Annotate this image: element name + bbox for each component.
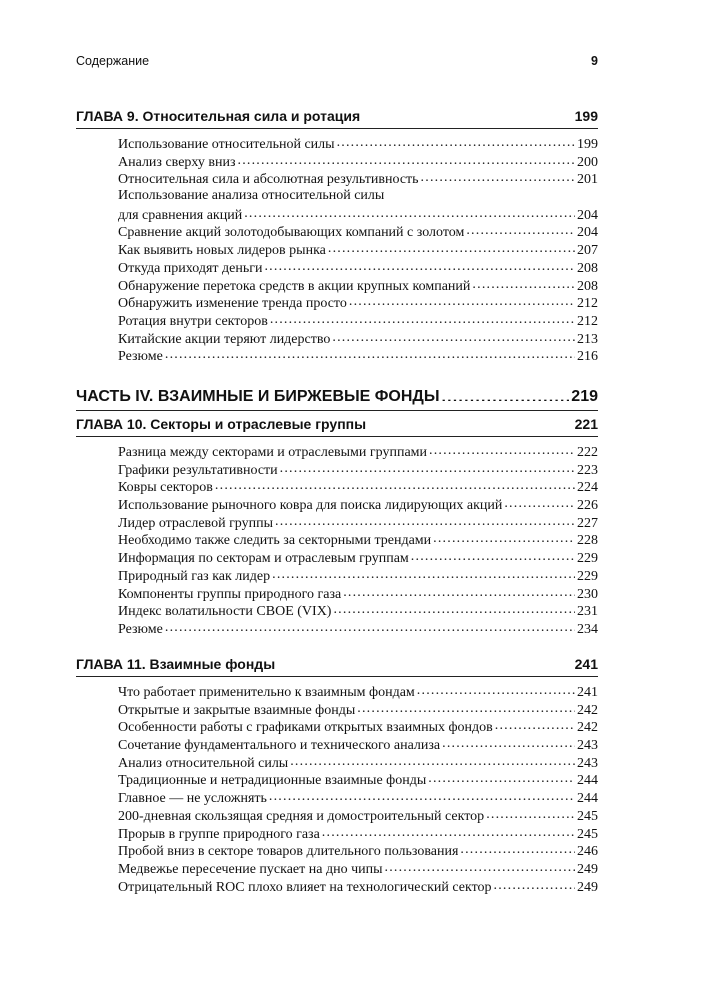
dot-leader [464,222,575,236]
entry-page: 243 [577,755,598,771]
entry-page: 249 [577,879,598,895]
entry-label: Компоненты группы природного газа [118,586,342,602]
toc-entry[interactable] [76,495,598,513]
dot-leader [484,806,575,820]
toc-entry[interactable] [76,770,598,788]
entry-label: Сочетание фундаментального и технического анализа [118,738,441,753]
toc-entry[interactable] [76,240,598,258]
dot-leader [341,584,575,598]
toc-entry[interactable] [76,460,598,478]
entry-page: 234 [577,621,598,637]
dot-leader [278,460,575,474]
dot-leader [270,566,575,580]
toc-entry[interactable] [76,601,598,619]
toc-entry[interactable] [76,530,598,548]
entry-page: 212 [577,313,598,329]
entry-label-line1: Использование анализа относительной силы [118,188,385,204]
dot-leader [347,293,575,307]
entry-label: Природный газ как лидер [118,568,271,584]
chapter-page: 221 [574,416,598,432]
dot-leader [426,770,575,784]
dot-leader [492,877,575,891]
entry-label: Особенности работы с графиками открытых взаимных фондов [118,720,493,736]
entry-page: 230 [577,586,598,602]
entry-label: Необходимо также следить за секторными трендами [118,533,432,549]
entry-page: 212 [577,296,598,311]
part-page: 219 [571,388,598,405]
dot-leader [267,788,575,802]
entry-label: Резюме [118,621,163,637]
chapter-title: ГЛАВА 11. Взаимные фонды [76,656,276,672]
toc-entry[interactable] [76,735,598,753]
dot-leader [419,169,575,183]
entry-page: 208 [577,260,598,276]
entry-page: 204 [577,225,598,241]
entry-label: Прорыв в группе природного газа [118,826,320,842]
part-4 [76,384,598,411]
toc-entry[interactable] [76,276,598,294]
entry-page: 245 [577,826,598,842]
toc-entry[interactable] [76,169,598,187]
entry-page: 242 [577,720,598,736]
entry-page: 201 [577,172,598,188]
dot-leader [331,601,575,615]
dot-leader [360,107,572,121]
entry-label: Резюме [118,349,163,364]
dot-leader [409,548,575,562]
dot-leader [335,134,575,148]
entry-label: Разница между секторами и отраслевыми группами [118,445,428,460]
toc-entry[interactable] [76,222,598,240]
entry-page: 229 [577,568,598,584]
dot-leader [458,841,575,855]
entry-label: Обнаружение перетока средств в акции крупных компаний [118,278,471,294]
dot-leader [427,442,575,456]
dot-leader [288,753,575,767]
toc-entry[interactable] [76,877,598,895]
dot-leader [262,258,575,272]
entry-label: Относительная сила и абсолютная результивность [118,172,419,188]
toc-entry[interactable] [76,584,598,602]
toc-entry[interactable] [76,619,598,637]
toc-entry[interactable] [76,134,598,152]
entry-label: Ротация внутри секторов [118,313,268,329]
toc-entry[interactable] [76,293,598,311]
dot-leader [415,682,575,696]
entry-label: Индекс волатильности CBOE (VIX) [118,604,332,619]
toc-entry[interactable] [76,442,598,460]
toc-entry[interactable] [76,311,598,329]
entry-label: Пробой вниз в секторе товаров длительного пользования [118,844,459,859]
chapter-9 [76,104,598,364]
dot-leader [320,824,575,838]
entry-label: Как выявить новых лидеров рынка [118,243,326,258]
entry-label: Откуда приходят деньги [118,260,263,276]
entry-page: 245 [577,808,598,824]
entry-label: Главное — не усложнять [118,791,267,806]
entry-label: Отрицательный ROC плохо влияет на технологический сектор [118,879,492,895]
dot-leader [275,655,572,669]
toc-entry[interactable] [76,682,598,700]
chapter-page: 199 [574,108,598,124]
entry-label: 200-дневная скользящая средняя и домостроительный сектор [118,808,485,824]
dot-leader [355,700,575,714]
entry-label: Анализ сверху вниз [118,154,236,170]
dot-leader [493,717,575,731]
entry-page: 216 [577,349,598,364]
entry-label: Что работает применительно к взаимным фондам [118,685,415,700]
chapter-title: ГЛАВА 10. Секторы и отраслевые группы [76,416,367,432]
entry-label: для сравнения акций [118,207,243,223]
toc-entry[interactable] [76,329,598,347]
entry-page: 200 [577,154,598,170]
entry-page: 243 [577,738,598,753]
entry-page: 227 [577,515,598,531]
chapter-title: ГЛАВА 9. Относительная сила и ротация [76,108,361,124]
toc-entry[interactable] [76,513,598,531]
entry-page: 228 [577,533,598,549]
dot-leader [236,152,576,166]
toc-entry[interactable] [76,753,598,771]
toc-entry[interactable] [76,824,598,842]
dot-leader [213,477,575,491]
entry-page: 213 [577,331,598,347]
entry-label: Использование относительной силы [118,137,335,152]
entry-label: Традиционные и нетрадиционные взаимные фонды [118,773,427,789]
dot-leader [366,415,573,429]
toc-entry[interactable] [76,258,598,276]
entry-label: Китайские акции теряют лидерство [118,331,331,347]
toc-entry-two-line[interactable] [76,187,598,222]
entry-page: 244 [577,791,598,806]
dot-leader [440,735,575,749]
running-head [76,54,598,74]
toc-entry[interactable] [76,700,598,718]
entry-page: 241 [577,685,598,700]
entry-page: 208 [577,278,598,294]
entry-label: Открытые и закрытые взаимные фонды [118,702,356,718]
part-heading[interactable] [76,384,598,410]
entry-label: Анализ относительной силы [118,755,289,771]
dot-leader [273,513,575,527]
toc-entry[interactable] [76,566,598,584]
entry-page: 231 [577,604,598,619]
entry-label: Обнаружить изменение тренда просто [118,296,347,311]
dot-leader [440,385,570,401]
entry-label: Сравнение акций золотодобывающих компаний с золотом [118,225,465,241]
entry-page: 222 [577,445,598,460]
page-number: 9 [591,54,598,68]
entry-page: 246 [577,844,598,859]
dot-leader [431,530,575,544]
entry-label: Информация по секторам и отраслевым группам [118,551,409,566]
entry-page: 207 [577,243,598,258]
entry-page: 229 [577,551,598,566]
toc-entry[interactable] [76,841,598,859]
entry-page: 249 [577,861,598,877]
entry-page: 223 [577,462,598,478]
toc-entry[interactable] [76,548,598,566]
dot-leader [268,311,575,325]
toc-entry[interactable] [76,346,598,364]
dot-leader [330,329,575,343]
entry-label: Графики результативности [118,462,278,478]
toc-entry[interactable] [76,152,598,170]
part-title: ЧАСТЬ IV. ВЗАИМНЫЕ И БИРЖЕВЫЕ ФОНДЫ [76,388,440,405]
dot-leader [163,346,575,360]
chapter-10 [76,412,598,637]
entry-page: 199 [577,137,598,152]
entry-page: 244 [577,773,598,789]
entry-page: 204 [577,207,598,223]
dot-leader [326,240,575,254]
dot-leader [470,276,575,290]
chapter-heading[interactable] [76,104,598,128]
toc-entry[interactable] [76,477,598,495]
part-rule [76,410,598,411]
dot-leader [242,205,575,219]
chapter-heading[interactable] [76,652,598,676]
toc-entry[interactable] [76,788,598,806]
running-head-title: Содержание [76,54,150,68]
chapter-11 [76,652,598,894]
entry-page: 226 [577,498,598,513]
entry-label: Использование рыночного ковра для поиска лидирующих акций [118,498,503,513]
entry-label: Ковры секторов [118,480,213,496]
toc-entry[interactable] [76,806,598,824]
toc-entry[interactable] [76,859,598,877]
entry-page: 242 [577,702,598,718]
dot-leader [502,495,575,509]
chapter-heading[interactable] [76,412,598,436]
entry-label: Лидер отраслевой группы [118,515,274,531]
chapter-page: 241 [574,656,598,672]
entry-page: 224 [577,480,598,496]
dot-leader [383,859,576,873]
dot-leader [163,619,575,633]
toc-entry[interactable] [76,717,598,735]
entry-label: Медвежье пересечение пускает на дно чипы [118,861,383,877]
